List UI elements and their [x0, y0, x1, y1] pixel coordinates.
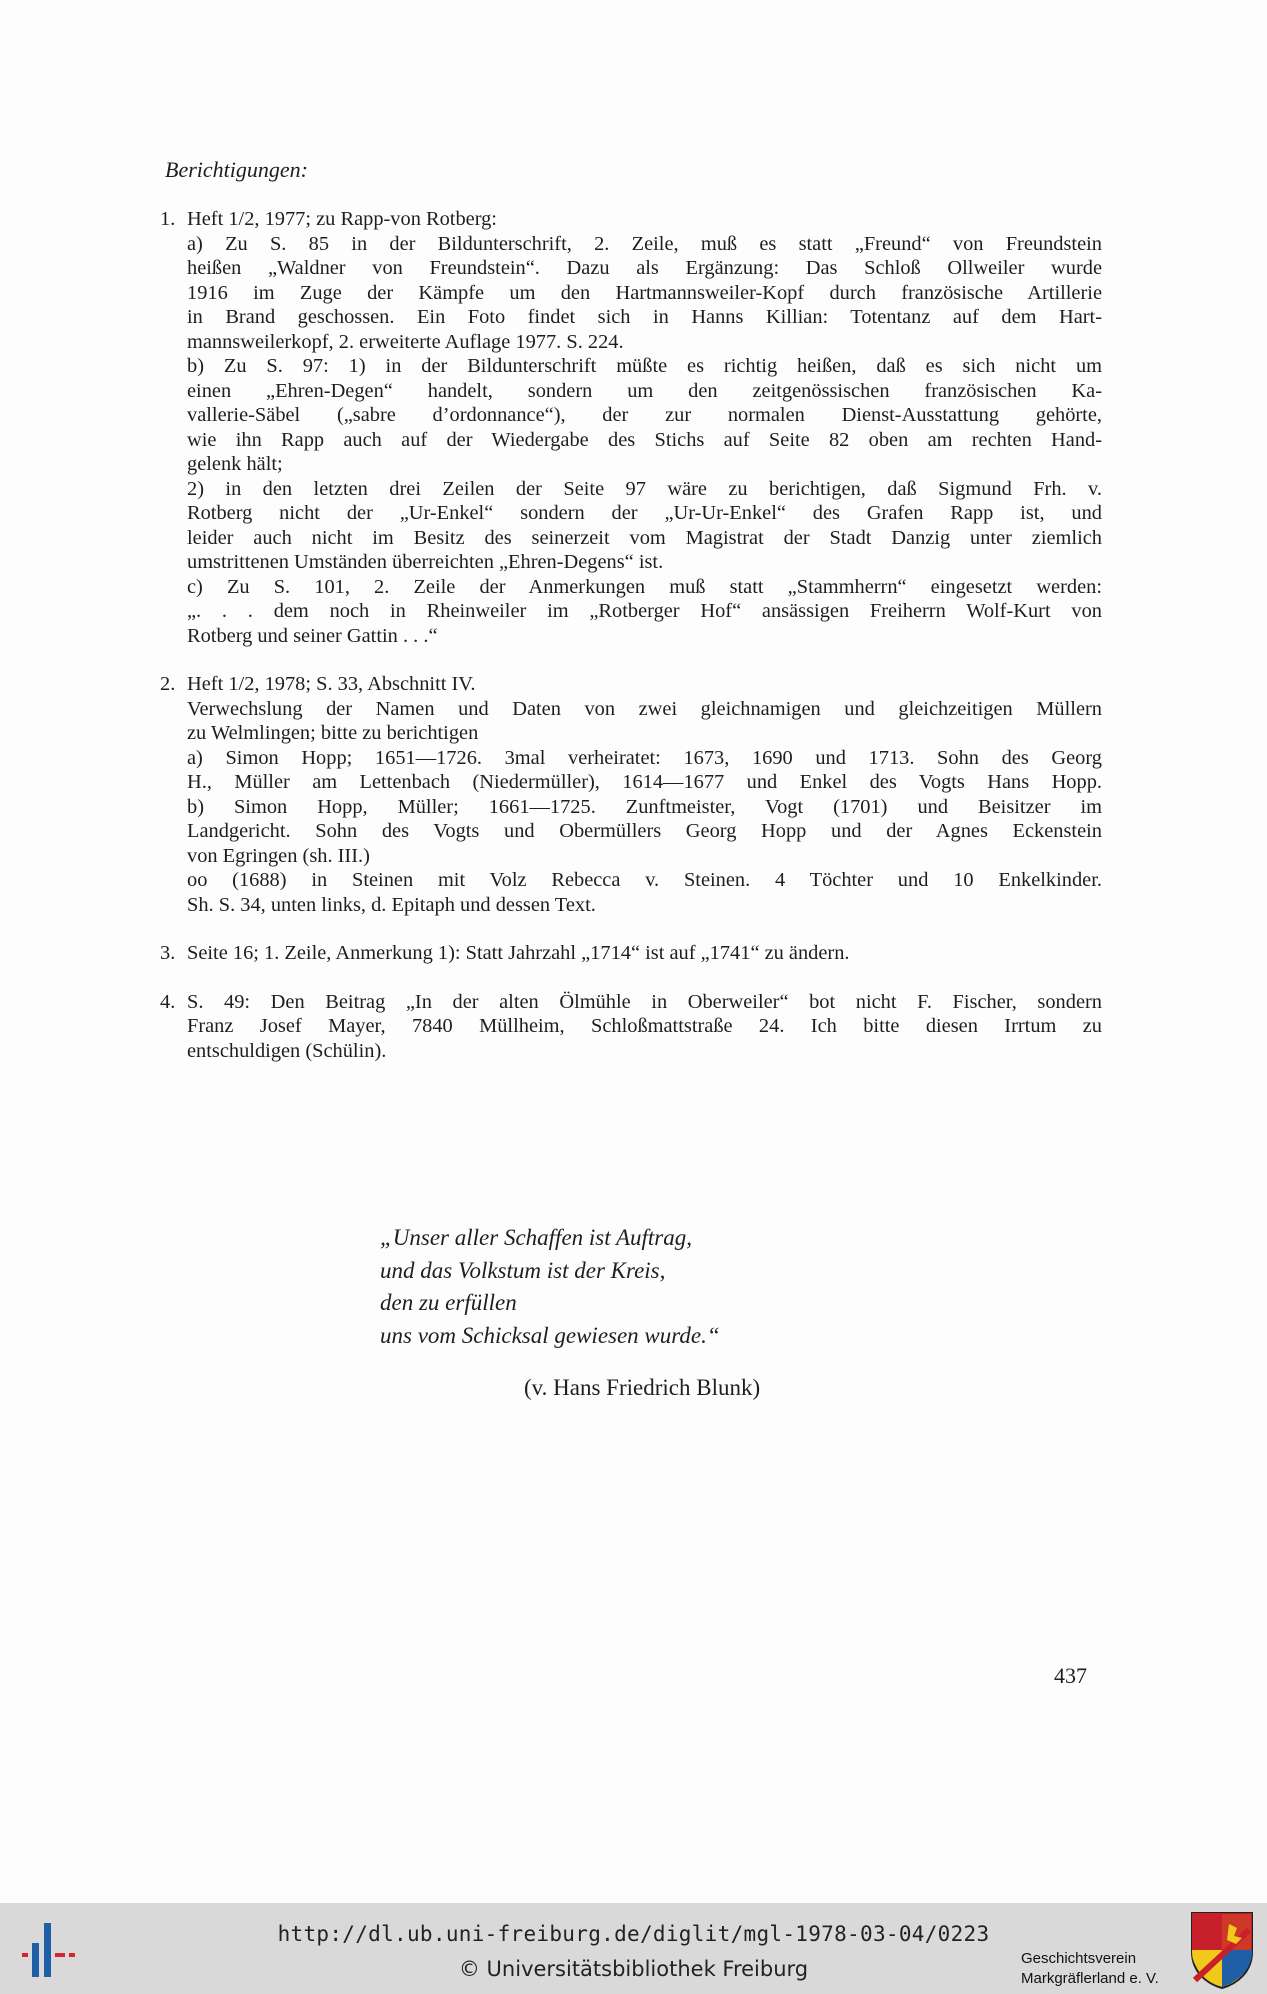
text-line: vallerie-Säbel („sabre d’ordonnance“), der zur normalen Dienst-Ausstattung gehörte,: [187, 404, 1102, 426]
text-line: c) Zu S. 101, 2. Zeile der Anmerkungen muß statt „Stammherrn“ eingesetzt werden:: [187, 575, 1102, 598]
text-line: umstrittenen Umständen überreichten „Ehren-Degens“ ist.: [187, 551, 664, 573]
quote-attribution: (v. Hans Friedrich Blunk): [524, 1375, 761, 1400]
text-line: a) Simon Hopp; 1651—1726. 3mal verheiratet: 1673, 1690 und 1713. Sohn des Georg: [187, 746, 1102, 769]
text-line: 2) in den letzten drei Zeilen der Seite 97 wäre zu berichtigen, daß Sigmund Frh. v.: [187, 477, 1102, 500]
correction-entry-4: [160, 990, 1102, 1064]
text-line: heißen „Waldner von Freundstein“. Dazu als Ergänzung: Das Schloß Ollweiler wurde: [187, 257, 1102, 279]
entry-number: 1.: [160, 208, 176, 230]
quote-line: uns vom Schicksal gewiesen wurde.“: [380, 1322, 720, 1348]
text-line: entschuldigen (Schülin).: [187, 1039, 387, 1062]
text-line: leider auch nicht im Besitz des seinerzeit vom Magistrat der Stadt Danzig unter ziemlich: [187, 526, 1102, 549]
entry-text: [187, 990, 1102, 1064]
text-line: Heft 1/2, 1978; S. 33, Abschnitt IV.: [187, 673, 476, 695]
corrections-list: [160, 207, 1102, 1087]
society-name-line: Geschichtsverein: [1021, 1950, 1137, 1967]
entry-text: [187, 207, 1102, 648]
source-url-link[interactable]: http://dl.ub.uni-freiburg.de/diglit/mgl-1978-03-04/0223: [277, 1922, 990, 1946]
correction-entry-3: [160, 941, 1102, 966]
page-number: 437: [1054, 1663, 1087, 1688]
coat-of-arms-icon: [1189, 1910, 1255, 1990]
entry-text: [187, 941, 1102, 966]
text-line: Verwechslung der Namen und Daten von zwei gleichnamigen und gleichzeitigen Müllern: [187, 697, 1102, 720]
text-line: einen „Ehren-Degen“ handelt, sondern um den zeitgenössischen französischen Ka-: [187, 379, 1102, 402]
footer-bar: [0, 1903, 1267, 1994]
text-line: Sh. S. 34, unten links, d. Epitaph und dessen Text.: [187, 893, 596, 916]
text-line: Heft 1/2, 1977; zu Rapp-von Rotberg:: [187, 208, 497, 230]
text-line: oo (1688) in Steinen mit Volz Rebecca v. Steinen. 4 Töchter und 10 Enkelkinder.: [187, 869, 1102, 891]
society-name-line: Markgräflerland e. V.: [1021, 1970, 1159, 1987]
text-line: Rotberg nicht der „Ur-Enkel“ sondern der „Ur-Ur-Enkel“ des Grafen Rapp ist, und: [187, 502, 1102, 524]
copyright-notice: © Universitätsbibliothek Freiburg: [458, 1957, 809, 1981]
society-name: [1021, 1949, 1159, 1989]
text-line: „. . . dem noch in Rheinweiler im „Rotberger Hof“ ansässigen Freiherrn Wolf-Kurt von: [187, 600, 1102, 622]
text-line: zu Welmlingen; bitte zu berichtigen: [187, 722, 479, 744]
text-line: S. 49: Den Beitrag „In der alten Ölmühle in Oberweiler“ bot nicht F. Fischer, sondern: [187, 990, 1102, 1013]
text-line: von Egringen (sh. III.): [187, 844, 370, 867]
text-line: 1916 im Zuge der Kämpfe um den Hartmannsweiler-Kopf durch französische Artillerie: [187, 281, 1102, 304]
quote-line: „Unser aller Schaffen ist Auftrag,: [380, 1225, 692, 1250]
text-line: gelenk hält;: [187, 453, 283, 475]
quotation: [380, 1222, 720, 1352]
text-line: Seite 16; 1. Zeile, Anmerkung 1): Statt Jahrzahl „1714“ ist auf „1741“ zu ändern.: [187, 942, 850, 964]
text-line: b) Zu S. 97: 1) in der Bildunterschrift müßte es richtig heißen, daß es sich nicht um: [187, 355, 1102, 377]
text-line: mannsweilerkopf, 2. erweiterte Auflage 1977. S. 224.: [187, 330, 624, 353]
text-line: Franz Josef Mayer, 7840 Müllheim, Schloßmattstraße 24. Ich bitte diesen Irrtum zu: [187, 1015, 1102, 1037]
entry-number: 3.: [160, 942, 176, 964]
text-line: Rotberg und seiner Gattin . . .“: [187, 624, 438, 647]
correction-entry-1: [160, 207, 1102, 648]
text-line: Landgericht. Sohn des Vogts und Obermüllers Georg Hopp und der Agnes Eckenstein: [187, 820, 1102, 842]
entry-number: 4.: [160, 990, 176, 1013]
quote-line: den zu erfüllen: [380, 1290, 517, 1315]
section-heading: Berichtigungen:: [165, 157, 308, 182]
correction-entry-2: [160, 672, 1102, 917]
quote-line: und das Volkstum ist der Kreis,: [380, 1257, 666, 1283]
entry-number: 2.: [160, 673, 176, 695]
text-line: wie ihn Rapp auch auf der Wiedergabe des Stichs auf Seite 82 oben am rechten Hand-: [187, 428, 1102, 451]
text-line: b) Simon Hopp, Müller; 1661—1725. Zunftmeister, Vogt (1701) und Beisitzer im: [187, 795, 1102, 818]
text-line: a) Zu S. 85 in der Bildunterschrift, 2. Zeile, muß es statt „Freund“ von Freundstein: [187, 232, 1102, 255]
text-line: in Brand geschossen. Ein Foto findet sich in Hanns Killian: Totentanz auf dem Hart-: [187, 306, 1102, 328]
text-line: H., Müller am Lettenbach (Niedermüller), 1614—1677 und Enkel des Vogts Hans Hopp.: [187, 771, 1102, 793]
entry-text: [187, 672, 1102, 917]
